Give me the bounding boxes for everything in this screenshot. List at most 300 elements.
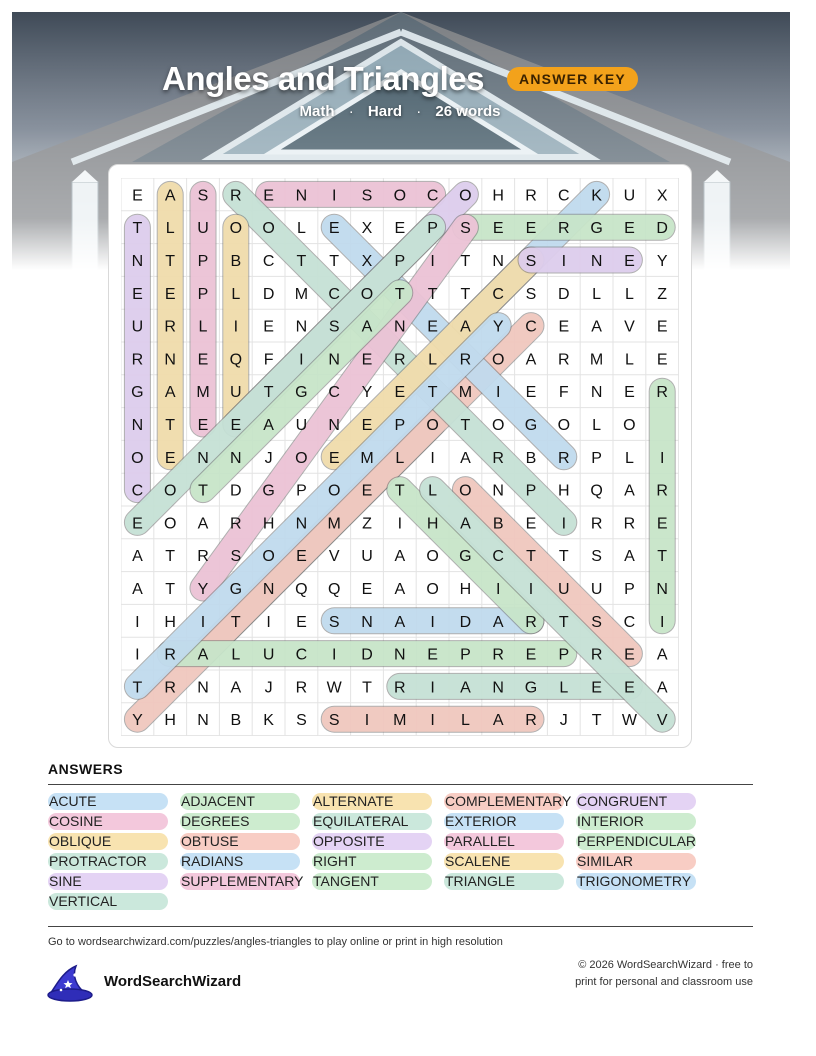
grid-cell[interactable]: E <box>624 646 635 664</box>
grid-cell[interactable]: X <box>361 220 373 238</box>
grid-cell[interactable]: N <box>394 646 406 664</box>
grid-cell[interactable]: R <box>492 449 504 467</box>
word-search-grid[interactable] <box>121 178 679 736</box>
grid-cell[interactable]: G <box>459 548 472 566</box>
grid-cell[interactable]: E <box>624 384 635 402</box>
grid-cell[interactable]: U <box>623 187 636 205</box>
grid-cell[interactable]: G <box>131 384 144 402</box>
grid-cell[interactable]: B <box>525 449 537 467</box>
grid-cell[interactable]: O <box>327 482 341 500</box>
grid-cell[interactable]: P <box>394 417 406 434</box>
grid-cell[interactable]: S <box>328 712 340 730</box>
grid-cell[interactable]: C <box>131 482 144 500</box>
grid-cell[interactable]: O <box>557 417 571 434</box>
grid-cell[interactable]: O <box>426 417 439 434</box>
grid-cell[interactable]: N <box>230 449 242 467</box>
grid-cell[interactable]: E <box>656 318 668 336</box>
grid-cell[interactable]: U <box>230 384 242 402</box>
grid-cell[interactable]: T <box>394 285 405 303</box>
grid-cell[interactable]: I <box>135 613 140 631</box>
grid-cell[interactable]: N <box>295 187 308 205</box>
grid-cell[interactable]: J <box>559 712 568 730</box>
grid-cell[interactable]: S <box>525 253 537 270</box>
grid-cell[interactable]: E <box>656 515 668 533</box>
grid-cell[interactable]: L <box>395 449 405 467</box>
meta-separator: · <box>348 103 354 120</box>
grid-cell[interactable]: O <box>459 482 472 500</box>
grid-cell[interactable]: P <box>558 646 570 664</box>
grid-cell[interactable]: N <box>361 613 373 631</box>
grid-cell[interactable]: R <box>623 515 636 533</box>
grid-cell[interactable]: A <box>492 712 504 730</box>
grid-cell[interactable]: C <box>295 646 308 664</box>
grid-cell[interactable]: L <box>624 449 634 467</box>
grid-cell[interactable]: I <box>430 712 435 730</box>
grid-cell[interactable]: P <box>460 646 471 664</box>
grid-cell[interactable]: R <box>164 679 176 697</box>
grid-cell[interactable]: R <box>394 679 406 697</box>
grid-cell[interactable]: N <box>328 417 340 434</box>
grid-cell[interactable]: L <box>592 285 602 303</box>
grid-cell[interactable]: P <box>197 285 209 303</box>
grid-cell[interactable]: A <box>460 679 471 697</box>
grid-cell[interactable]: E <box>328 449 340 467</box>
grid-cell[interactable]: H <box>164 613 176 631</box>
grid-cell[interactable]: A <box>460 318 471 336</box>
grid-cell[interactable]: O <box>262 548 275 566</box>
grid-cell[interactable]: M <box>458 384 473 402</box>
grid-cell[interactable]: T <box>165 548 176 566</box>
grid-cell[interactable]: R <box>394 351 406 369</box>
grid-cell[interactable]: N <box>295 318 308 336</box>
grid-cell[interactable]: N <box>295 515 308 533</box>
grid-cell[interactable]: E <box>624 253 635 270</box>
grid-cell[interactable]: I <box>200 613 206 631</box>
grid-cell[interactable]: O <box>163 515 177 533</box>
grid-cell[interactable]: E <box>328 220 340 238</box>
answer-word: SCALENE <box>444 853 564 870</box>
grid-cell[interactable]: T <box>657 548 668 566</box>
copyright-text: © 2026 WordSearchWizard · free to print for personal and classroom use <box>575 959 753 988</box>
grid-cell[interactable]: E <box>394 220 406 238</box>
grid-cell[interactable]: L <box>559 679 569 697</box>
grid-cell[interactable]: Q <box>590 482 603 500</box>
grid-cell[interactable]: Y <box>197 581 209 598</box>
grid-cell[interactable]: I <box>528 581 534 598</box>
grid-cell[interactable]: H <box>492 187 504 205</box>
grid-cell[interactable]: R <box>525 712 537 730</box>
grid-cell[interactable]: L <box>231 646 241 664</box>
grid-cell[interactable]: T <box>460 253 471 270</box>
grid-cell[interactable]: T <box>526 548 536 566</box>
grid-cell[interactable]: A <box>525 351 537 369</box>
grid-cell[interactable]: M <box>393 712 407 730</box>
grid-cell[interactable]: O <box>262 220 275 238</box>
grid-cell[interactable]: B <box>492 515 504 533</box>
grid-cell[interactable]: M <box>360 449 374 467</box>
grid-cell[interactable]: N <box>164 351 176 369</box>
grid-cell[interactable]: G <box>590 220 603 238</box>
grid-cell[interactable]: L <box>165 220 175 238</box>
grid-cell[interactable]: G <box>524 417 538 434</box>
grid-cell[interactable]: A <box>197 515 209 533</box>
grid-cell[interactable]: C <box>525 318 537 336</box>
grid-cell[interactable]: R <box>230 515 242 533</box>
answer-word: EXTERIOR <box>444 813 564 830</box>
grid-cell[interactable]: N <box>197 449 209 467</box>
grid-cell[interactable]: E <box>197 417 209 434</box>
answer-word: SUPPLEMENTARY <box>181 873 304 889</box>
grid-cell[interactable]: E <box>361 482 373 500</box>
grid-cell[interactable]: E <box>656 351 668 369</box>
grid-cell[interactable]: J <box>264 449 273 467</box>
grid-cell[interactable]: I <box>430 253 435 270</box>
grid-cell[interactable]: S <box>230 548 242 566</box>
grid-cell[interactable]: I <box>299 351 304 369</box>
grid-cell[interactable]: E <box>164 285 176 303</box>
grid-cell[interactable]: N <box>131 417 144 434</box>
grid-cell[interactable]: R <box>197 548 209 566</box>
grid-cell[interactable]: B <box>230 712 242 730</box>
grid-cell[interactable]: E <box>197 351 209 369</box>
grid-cell[interactable]: I <box>659 613 665 631</box>
grid-cell[interactable]: I <box>495 384 501 402</box>
grid-cell[interactable]: N <box>131 253 144 270</box>
grid-cell[interactable]: G <box>229 581 243 598</box>
grid-cell[interactable]: I <box>430 613 435 631</box>
grid-cell[interactable]: L <box>460 712 470 730</box>
grid-cell[interactable]: N <box>328 351 340 369</box>
grid-cell[interactable]: R <box>558 351 570 369</box>
grid-cell[interactable]: U <box>262 646 275 664</box>
grid-cell[interactable]: V <box>656 712 668 730</box>
grid-cell[interactable]: A <box>656 646 668 664</box>
grid-cell[interactable]: L <box>592 417 602 434</box>
grid-cell[interactable]: A <box>460 515 471 533</box>
grid-cell[interactable]: M <box>327 515 341 533</box>
grid-cell[interactable]: T <box>558 613 569 631</box>
grid-cell[interactable]: P <box>624 581 635 598</box>
grid-cell[interactable]: D <box>459 613 472 631</box>
grid-cell[interactable]: Z <box>362 515 372 533</box>
grid-cell[interactable]: N <box>197 679 209 697</box>
grid-cell[interactable]: S <box>361 187 373 205</box>
grid-cell[interactable]: Q <box>229 351 243 369</box>
grid-cell[interactable]: A <box>624 482 635 500</box>
grid-cell[interactable]: Y <box>361 384 373 402</box>
grid-cell[interactable]: N <box>262 581 275 598</box>
grid-cell[interactable]: E <box>361 351 373 369</box>
grid-cell[interactable]: L <box>198 318 208 336</box>
grid-cell[interactable]: T <box>263 384 274 402</box>
grid-cell[interactable]: E <box>230 417 242 434</box>
grid-cell[interactable]: A <box>132 548 143 566</box>
grid-cell[interactable]: D <box>230 482 242 500</box>
grid-cell[interactable]: I <box>135 646 140 664</box>
grid-cell[interactable]: R <box>525 613 537 631</box>
grid-cell[interactable]: S <box>296 712 307 730</box>
grid-cell[interactable]: C <box>328 384 340 402</box>
grid-cell[interactable]: H <box>459 581 472 598</box>
grid-cell[interactable]: T <box>132 679 143 697</box>
grid-cell[interactable]: K <box>263 712 274 730</box>
grid-cell[interactable]: S <box>328 318 340 336</box>
grid-cell[interactable]: T <box>132 220 143 238</box>
grid-cell[interactable]: V <box>624 318 635 336</box>
grid-cell[interactable]: E <box>132 187 143 205</box>
grid-cell[interactable]: A <box>197 646 209 664</box>
grid-cell[interactable]: Y <box>656 253 668 270</box>
grid-cell[interactable]: M <box>294 285 309 303</box>
grid-cell[interactable]: T <box>296 253 307 270</box>
grid-cell[interactable]: D <box>558 285 570 303</box>
grid-cell[interactable]: Q <box>295 581 308 598</box>
grid-cell[interactable]: R <box>295 679 308 697</box>
grid-cell[interactable]: O <box>459 187 472 205</box>
grid-cell[interactable]: I <box>331 646 337 664</box>
grid-cell[interactable]: P <box>296 482 307 500</box>
grid-cell[interactable]: T <box>230 613 241 631</box>
grid-cell[interactable]: S <box>525 285 537 303</box>
grid-cell[interactable]: A <box>164 187 176 205</box>
grid-cell[interactable]: E <box>591 679 602 697</box>
grid-cell[interactable]: O <box>295 449 308 467</box>
grid-cell[interactable]: S <box>328 613 340 631</box>
grid-cell[interactable]: U <box>131 318 144 336</box>
grid-cell[interactable]: N <box>394 318 406 336</box>
grid-cell[interactable]: R <box>492 646 504 664</box>
grid-cell[interactable]: I <box>430 679 435 697</box>
grid-cell[interactable]: E <box>394 384 406 402</box>
grid-cell[interactable]: R <box>558 449 570 467</box>
grid-cell[interactable]: E <box>427 646 438 664</box>
word-count-label: 26 words <box>435 103 501 120</box>
grid-cell[interactable]: A <box>164 384 176 402</box>
grid-cell[interactable]: Y <box>132 712 143 730</box>
grid-cell[interactable]: I <box>331 187 337 205</box>
grid-cell[interactable]: F <box>263 351 274 369</box>
grid-cell[interactable]: L <box>428 482 438 500</box>
grid-cell[interactable]: L <box>624 285 634 303</box>
grid-cell[interactable]: O <box>491 351 505 369</box>
grid-cell[interactable]: A <box>230 679 242 697</box>
grid-cell[interactable]: T <box>460 417 471 434</box>
grid-cell[interactable]: A <box>394 548 406 566</box>
grid-cell[interactable]: O <box>131 449 144 467</box>
grid-cell[interactable]: A <box>492 613 504 631</box>
grid-cell[interactable]: A <box>394 613 406 631</box>
grid-cell[interactable]: T <box>427 285 438 303</box>
grid-cell[interactable]: U <box>558 581 570 598</box>
grid-cell[interactable]: H <box>262 515 275 533</box>
grid-cell[interactable]: N <box>197 712 209 730</box>
grid-cell[interactable]: U <box>361 548 373 566</box>
grid-cell[interactable]: C <box>558 187 570 205</box>
grid-cell[interactable]: I <box>430 449 435 467</box>
grid-cell[interactable]: I <box>561 515 567 533</box>
grid-cell[interactable]: L <box>296 220 306 238</box>
grid-cell[interactable]: R <box>459 351 472 369</box>
grid-cell[interactable]: O <box>426 548 439 566</box>
grid-cell[interactable]: M <box>196 384 210 402</box>
grid-cell[interactable]: E <box>361 581 373 598</box>
grid-cell[interactable]: A <box>263 417 274 434</box>
grid-cell[interactable]: Q <box>327 581 341 598</box>
grid-cell[interactable]: C <box>623 613 636 631</box>
grid-cell[interactable]: M <box>589 351 604 369</box>
grid-cell[interactable]: U <box>197 220 209 238</box>
grid-cell[interactable]: N <box>590 253 603 270</box>
answer-word: OPPOSITE <box>312 833 432 850</box>
grid-cell[interactable]: R <box>164 646 176 664</box>
grid-cell[interactable]: R <box>164 318 176 336</box>
grid-cell[interactable]: E <box>525 384 537 402</box>
grid-cell[interactable]: O <box>229 220 243 238</box>
grid-cell[interactable]: E <box>624 679 635 697</box>
grid-cell[interactable]: X <box>656 187 668 205</box>
grid-cell[interactable]: R <box>525 187 537 205</box>
grid-cell[interactable]: E <box>525 515 537 533</box>
grid-cell[interactable]: D <box>262 285 275 303</box>
grid-cell[interactable]: I <box>364 712 370 730</box>
grid-cell[interactable]: R <box>590 646 603 664</box>
grid-cell[interactable]: N <box>492 482 504 500</box>
grid-cell[interactable]: T <box>329 253 340 270</box>
grid-cell[interactable]: W <box>326 679 342 697</box>
grid-cell[interactable]: K <box>591 187 602 205</box>
grid-cell[interactable]: D <box>361 646 373 664</box>
grid-cell[interactable]: N <box>590 384 603 402</box>
grid-cell[interactable]: F <box>558 384 569 402</box>
grid-cell[interactable]: G <box>524 679 538 697</box>
grid-cell[interactable]: S <box>197 187 209 205</box>
grid-cell[interactable]: T <box>558 548 569 566</box>
grid-cell[interactable]: P <box>197 253 209 270</box>
grid-cell[interactable]: E <box>263 318 274 336</box>
grid-cell[interactable]: N <box>656 581 668 598</box>
grid-cell[interactable]: I <box>561 253 567 270</box>
grid-cell[interactable]: C <box>492 548 504 566</box>
grid-cell[interactable]: P <box>525 482 537 500</box>
grid-cell[interactable]: E <box>361 417 373 434</box>
grid-cell[interactable]: T <box>394 482 405 500</box>
grid-cell[interactable]: G <box>295 384 308 402</box>
grid-cell[interactable]: A <box>460 449 471 467</box>
grid-cell[interactable]: T <box>362 679 372 697</box>
grid-cell[interactable]: T <box>165 253 176 270</box>
grid-cell[interactable]: R <box>656 384 668 402</box>
grid-cell[interactable]: S <box>460 220 471 238</box>
grid-cell[interactable]: O <box>623 417 636 434</box>
grid-cell[interactable]: J <box>264 679 273 697</box>
grid-cell[interactable]: E <box>492 220 504 238</box>
grid-cell[interactable]: P <box>394 253 406 270</box>
grid-cell[interactable]: N <box>492 253 504 270</box>
grid-cell[interactable]: H <box>164 712 176 730</box>
grid-cell[interactable]: L <box>428 351 438 369</box>
grid-cell[interactable]: Z <box>657 285 668 303</box>
grid-cell[interactable]: I <box>233 318 239 336</box>
grid-cell[interactable]: I <box>397 515 403 533</box>
answer-word: DEGREES <box>180 813 300 830</box>
grid-cell[interactable]: E <box>427 318 438 336</box>
grid-cell[interactable]: H <box>558 482 570 500</box>
grid-cell[interactable]: A <box>624 548 635 566</box>
answer-word: SINE <box>48 873 168 890</box>
grid-cell[interactable]: O <box>360 285 374 303</box>
grid-cell[interactable]: O <box>393 187 407 205</box>
grid-cell[interactable]: T <box>165 581 176 598</box>
grid-cell[interactable]: I <box>495 581 501 598</box>
grid-cell[interactable]: R <box>558 220 570 238</box>
grid-cell[interactable]: C <box>426 187 439 205</box>
grid-cell[interactable]: E <box>164 449 176 467</box>
grid-cell[interactable]: C <box>328 285 340 303</box>
grid-cell[interactable]: U <box>295 417 308 434</box>
grid-cell[interactable]: T <box>198 482 208 500</box>
grid-cell[interactable]: I <box>266 613 271 631</box>
grid-cell[interactable]: A <box>656 679 668 697</box>
grid-cell[interactable]: X <box>361 253 373 270</box>
grid-cell[interactable]: T <box>165 417 176 434</box>
grid-cell[interactable]: E <box>558 318 570 336</box>
grid-cell[interactable]: O <box>426 581 439 598</box>
footer-url-text[interactable]: Go to wordsearchwizard.com/puzzles/angles-triangles to play online or print in high resolution <box>48 936 503 948</box>
grid-cell[interactable]: E <box>624 220 635 238</box>
grid-cell[interactable]: O <box>491 417 505 434</box>
grid-cell[interactable]: I <box>659 449 665 467</box>
grid-cell[interactable]: V <box>328 548 340 566</box>
grid-cell[interactable]: R <box>656 482 668 500</box>
grid-cell[interactable]: E <box>263 187 274 205</box>
grid-cell[interactable]: L <box>624 351 634 369</box>
grid-cell[interactable]: A <box>132 581 143 598</box>
grid-cell[interactable]: T <box>591 712 602 730</box>
grid-cell[interactable]: E <box>525 220 537 238</box>
grid-cell[interactable]: S <box>591 613 602 631</box>
grid-cell[interactable]: C <box>262 253 275 270</box>
grid-cell[interactable]: T <box>427 384 438 402</box>
grid-cell[interactable]: W <box>621 712 637 730</box>
grid-cell[interactable]: A <box>591 318 602 336</box>
grid-cell[interactable]: C <box>492 285 504 303</box>
grid-cell[interactable]: R <box>131 351 144 369</box>
grid-cell[interactable]: E <box>132 285 143 303</box>
grid-cell[interactable]: R <box>230 187 242 205</box>
grid-cell[interactable]: A <box>361 318 373 336</box>
grid-cell[interactable]: U <box>590 581 603 598</box>
answer-word: TRIANGLE <box>444 873 564 890</box>
grid-cell[interactable]: G <box>262 482 275 500</box>
grid-cell[interactable]: A <box>394 581 406 598</box>
grid-cell[interactable]: P <box>591 449 602 467</box>
grid-cell[interactable]: L <box>231 285 241 303</box>
grid-cell[interactable]: E <box>296 548 307 566</box>
grid-cell[interactable]: Y <box>492 318 504 336</box>
grid-cell[interactable]: O <box>163 482 177 500</box>
grid-cell[interactable]: E <box>296 613 307 631</box>
grid-cell[interactable]: E <box>132 515 143 533</box>
grid-cell[interactable]: P <box>427 220 438 238</box>
grid-cell[interactable]: R <box>590 515 603 533</box>
grid-cell[interactable]: D <box>656 220 668 238</box>
grid-cell[interactable]: T <box>460 285 471 303</box>
grid-cell[interactable]: E <box>525 646 537 664</box>
grid-cell[interactable]: N <box>492 679 504 697</box>
grid-cell[interactable]: H <box>426 515 439 533</box>
grid-cell[interactable]: S <box>591 548 602 566</box>
grid-cell[interactable]: B <box>230 253 242 270</box>
